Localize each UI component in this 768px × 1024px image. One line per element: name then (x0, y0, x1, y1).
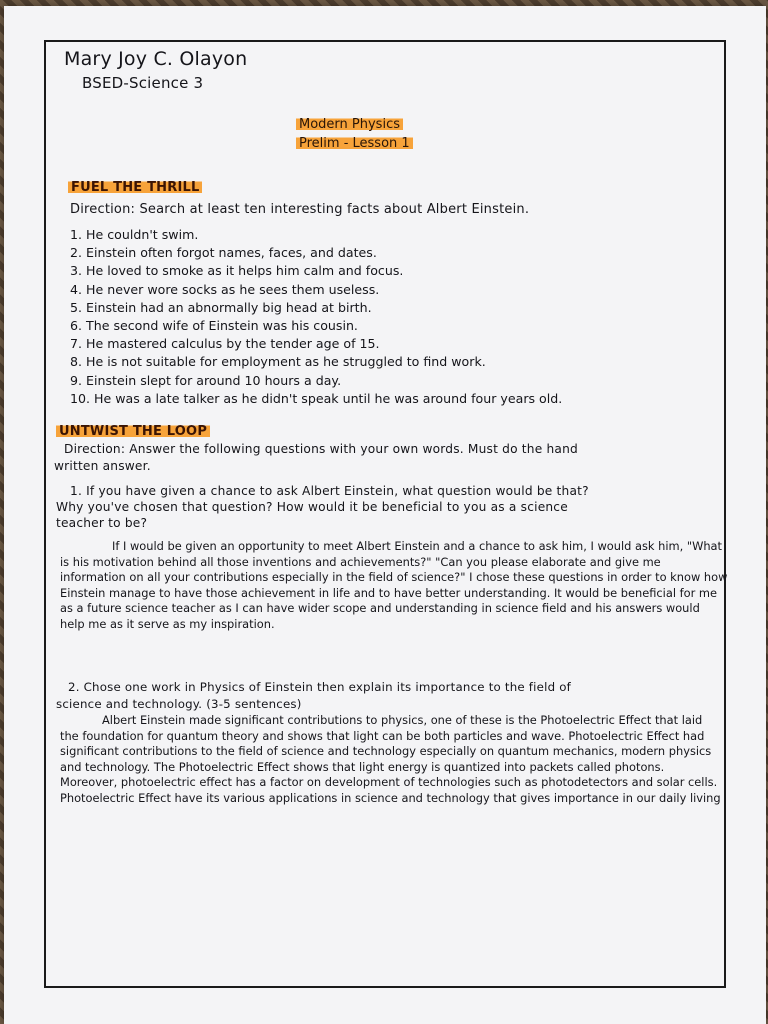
question-2: 2. Chose one work in Physics of Einstein then explain its importance to the field of (68, 680, 571, 694)
list-item: 10. He was a late talker as he didn't speak until he was around four years old. (70, 390, 563, 406)
title-lesson: Prelim - Lesson 1 (296, 136, 413, 151)
question-1-cont2: teacher to be? (56, 516, 148, 530)
student-section: BSED-Science 3 (82, 74, 204, 92)
page-title (296, 115, 413, 153)
untwist-direction: Direction: Answer the following questions with your own words. Must do the hand (64, 442, 578, 456)
answer-2: Albert Einstein made significant contributions to physics, one of these is the Photoelectric Effect that laid the foundation for quantum theory and shows that light can be both particles and wave. Photoelectric Effect had significant contributions to the field of science and technology especially on quantum mechanics, modern physics and technology. The Photoelectric Effect shows that light energy is quantized into packets called photons. Moreover, photoelectric effect has a factor on development of technologies such as photodetectors and solar cells. Photoelectric Effect have its various applications in science and technology that gives importance in our daily living (60, 713, 721, 805)
list-item: 9. Einstein slept for around 10 hours a day. (70, 372, 342, 388)
question-1: 1. If you have given a chance to ask Albert Einstein, what question would be that? (70, 484, 589, 498)
question-1-cont: Why you've chosen that question? How would it be beneficial to you as a science (56, 500, 568, 514)
facts-list (70, 226, 562, 408)
list-item: 5. Einstein had an abnormally big head at birth. (70, 299, 372, 315)
section-heading-fuel: FUEL THE THRILL (68, 180, 202, 195)
list-item: 2. Einstein often forgot names, faces, and dates. (70, 245, 377, 261)
question-2-cont: science and technology. (3-5 sentences) (56, 697, 302, 711)
section-heading-untwist: UNTWIST THE LOOP (56, 424, 210, 439)
untwist-direction-cont: written answer. (54, 459, 151, 473)
fuel-direction: Direction: Search at least ten interesting facts about Albert Einstein. (70, 202, 530, 217)
list-item: 4. He never wore socks as he sees them useless. (70, 281, 380, 297)
list-item: 6. The second wife of Einstein was his cousin. (70, 317, 358, 333)
list-item: 3. He loved to smoke as it helps him calm and focus. (70, 263, 404, 279)
title-course: Modern Physics (296, 117, 403, 132)
list-item: 8. He is not suitable for employment as he struggled to find work. (70, 354, 486, 370)
answer-1: If I would be given an opportunity to meet Albert Einstein and a chance to ask him, I would ask him, "What is his motivation behind all those inventions and achievements?" "Can you please elaborate and give me information on all your contributions especially in the field of science?" I chose these questions in order to know how Einstein manage to have those achievement in life and to have better understanding. It would be beneficial for me as a future science teacher as I can have wider scope and understanding in science field and his answers would help me as it serve as my inspiration. (60, 539, 728, 631)
list-item: 1. He couldn't swim. (70, 227, 199, 242)
student-name: Mary Joy C. Olayon (64, 48, 248, 70)
list-item: 7. He mastered calculus by the tender age of 15. (70, 336, 380, 352)
